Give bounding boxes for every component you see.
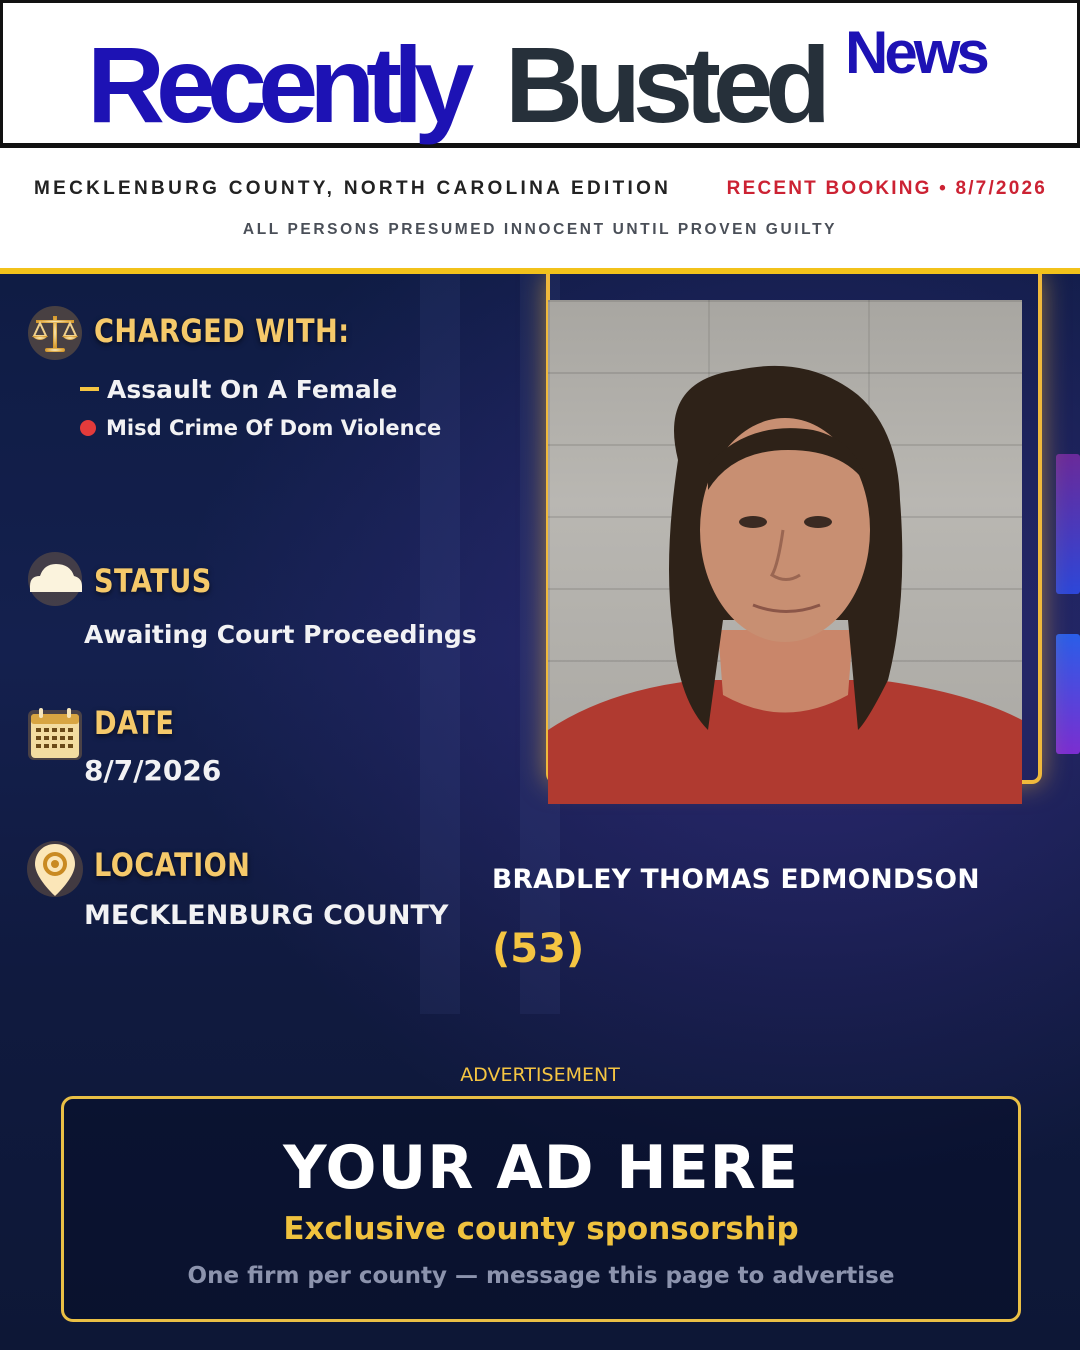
charge-text: Assault On A Female [107,374,398,404]
ad-cta: One firm per county — message this page to advertise [187,1263,895,1289]
scales-icon [26,304,84,362]
masthead [0,0,1080,148]
charges-title: CHARGED WITH: [94,312,350,350]
status-title: STATUS [94,562,212,600]
ad-headline: YOUR AD HERE [283,1133,799,1203]
booking-card [0,274,1080,1350]
date-value: 8/7/2026 [84,754,222,787]
status-value: Awaiting Court Proceedings [84,620,477,649]
dash-bullet-icon [80,387,99,391]
calendar-icon [26,704,84,762]
background-light [1056,454,1080,594]
advertisement-box[interactable] [61,1096,1021,1322]
location-pin-icon [26,840,84,898]
logo-news: News [845,19,986,86]
logo-busted: Busted [505,24,824,145]
background-light [1056,634,1080,754]
charge-text: Misd Crime Of Dom Violence [106,416,442,440]
location-title: LOCATION [94,846,251,884]
logo-recently: Recently [87,24,466,145]
edition-bar [0,150,1080,270]
charge-item [80,374,397,404]
disclaimer: ALL PERSONS PRESUMED INNOCENT UNTIL PROVEN GUILTY [242,221,838,238]
date-title: DATE [94,704,175,742]
ad-subheadline: Exclusive county sponsorship [283,1211,799,1247]
location-value: MECKLENBURG COUNTY [84,900,449,931]
edition-county: MECKLENBURG COUNTY, NORTH CAROLINA EDITION [34,178,672,199]
person-age: (53) [492,926,585,972]
charge-item [80,413,441,443]
site-logo[interactable] [87,19,1007,145]
person-name: BRADLEY THOMAS EDMONDSON [492,864,980,895]
person-silhouette [548,300,1022,804]
cloud-icon [26,550,84,608]
red-dot-icon [80,420,96,436]
ad-label: ADVERTISEMENT [460,1064,620,1086]
booking-date: RECENT BOOKING • 8/7/2026 [726,178,1047,199]
mugshot-photo[interactable] [548,300,1022,804]
